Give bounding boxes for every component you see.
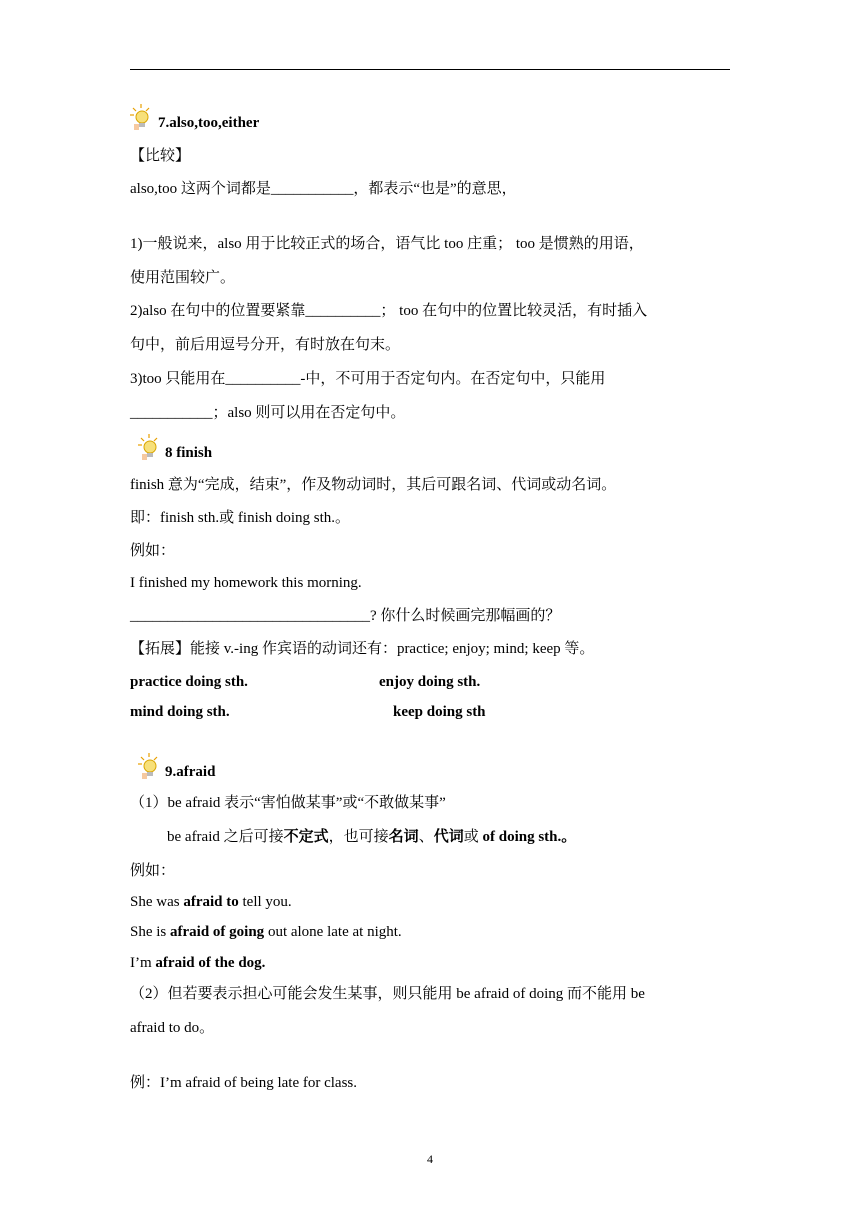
- paragraph-text: 即：finish sth.或 finish doing sth.。: [130, 510, 351, 526]
- paragraph-text: 使用范围较广。: [130, 270, 236, 286]
- section-heading-9: 9.afraid: [165, 764, 216, 780]
- lightbulb-icon: [138, 753, 160, 779]
- lightbulb-icon: [138, 434, 160, 460]
- lightbulb-icon: [130, 104, 152, 130]
- paragraph-text: 句中，前后用逗号分开，有时放在句末。: [130, 337, 401, 353]
- phrase-item: mind doing sth.: [130, 704, 230, 720]
- phrase-item: enjoy doing sth.: [379, 674, 481, 690]
- paragraph-text: 例如：: [130, 863, 176, 879]
- example-sentence: She was afraid to tell you.: [130, 894, 292, 910]
- example-sentence: I finished my homework this morning.: [130, 575, 362, 591]
- paragraph-text: finish 意为“完成，结束”，作及物动词时，其后可跟名词、代词或动名词。: [130, 477, 617, 493]
- phrase-item: practice doing sth.: [130, 674, 248, 690]
- section-heading-7: 7.also,too,either: [158, 115, 260, 131]
- paragraph-text: also,too 这两个词都是___________，都表示“也是”的意思，: [130, 181, 517, 197]
- extension-note: 【拓展】能接 v.-ing 作宾语的动词还有：practice; enjoy; mind; keep 等。: [130, 641, 595, 657]
- paragraph-text: 2)also 在句中的位置要紧靠__________； too 在句中的位置比较灵活，有时插入: [130, 303, 648, 319]
- paragraph-text: 3)too 只能用在__________-中，不可用于否定句内。在否定句中，只能用: [130, 371, 606, 387]
- example-sentence: 例：I’m afraid of being late for class.: [130, 1075, 357, 1091]
- paragraph-text: 例如：: [130, 543, 176, 559]
- example-sentence: She is afraid of going out alone late at night.: [130, 924, 402, 940]
- paragraph-text: （1）be afraid 表示“害怕做某事”或“不敢做某事”: [130, 795, 446, 811]
- section-heading-8: 8 finish: [165, 445, 213, 461]
- paragraph-text: afraid to do。: [130, 1020, 215, 1036]
- phrase-item: keep doing sth: [393, 704, 486, 720]
- example-sentence: I’m afraid of the dog.: [130, 955, 266, 971]
- paragraph-text: be afraid 之后可接不定式，也可接名词、代词或 of doing sth.。: [167, 829, 577, 845]
- paragraph-text: ___________；also 则可以用在否定句中。: [130, 405, 406, 421]
- paragraph-text: （2）但若要表示担心可能会发生某事，则只能用 be afraid of doing 而不能用 be: [130, 986, 645, 1002]
- compare-label: 【比较】: [130, 148, 191, 164]
- translation-exercise: ________________________________? 你什么时候画完那幅画的？: [130, 608, 561, 624]
- paragraph-text: 1)一般说来，also 用于比较正式的场合，语气比 too 庄重； too 是惯熟的用语，: [130, 236, 644, 252]
- page-number: 4: [427, 1152, 433, 1166]
- header-rule: [130, 69, 730, 70]
